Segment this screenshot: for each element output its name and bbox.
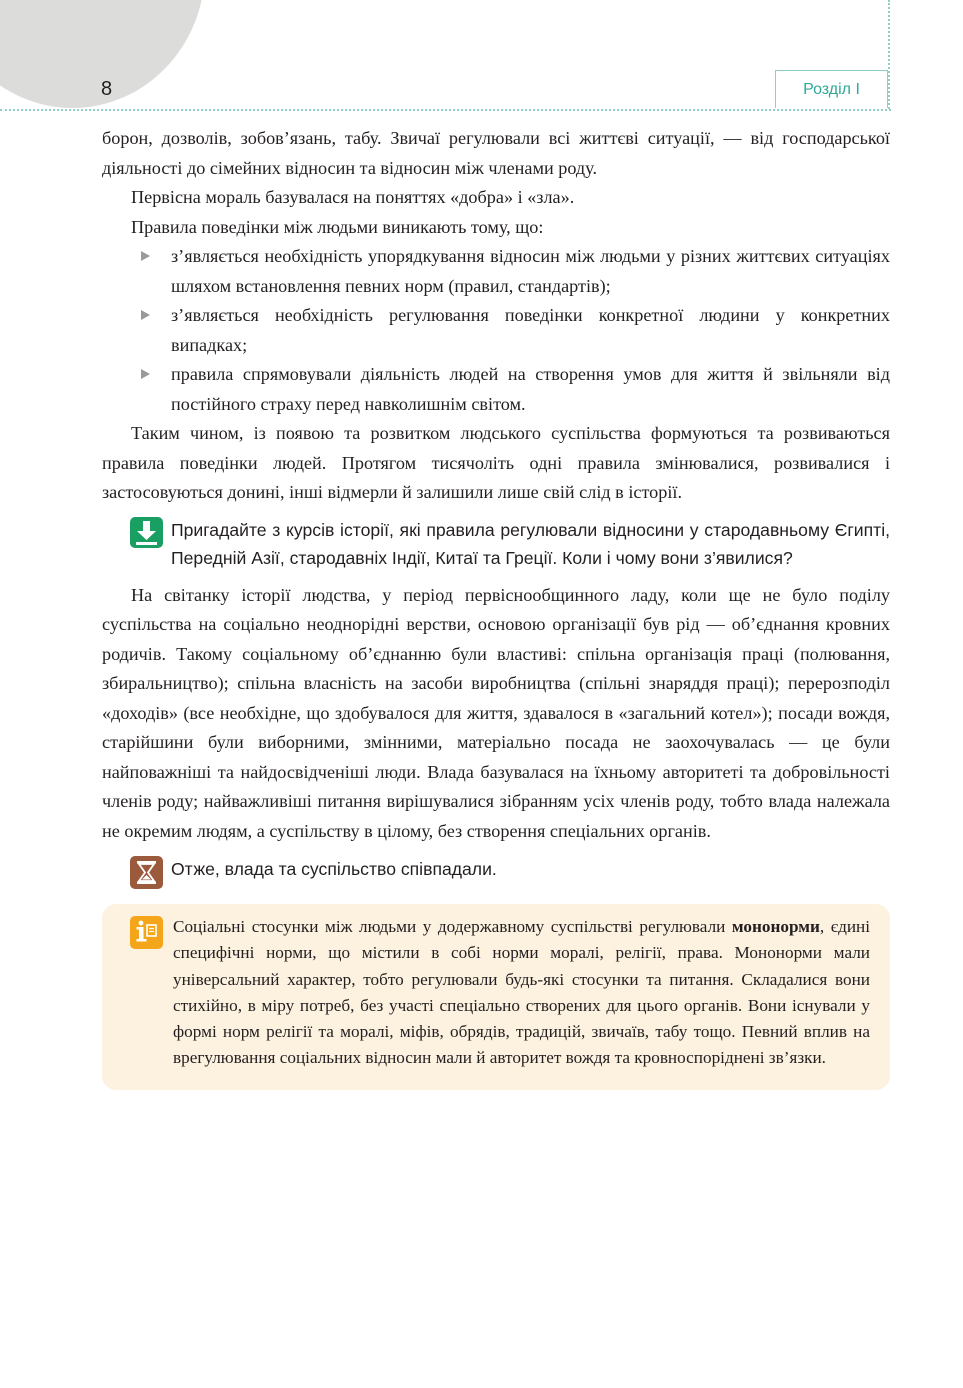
page-number: 8 [101,78,113,100]
list-item [102,360,890,419]
info-term: мононорми [731,917,820,936]
bullet-triangle-icon [141,310,150,320]
hourglass-icon [130,856,163,889]
paragraph-1: борон, дозволів, зобов’язань, табу. Звичаї регулювали всі життєві ситуації, — від господарської діяльності до сімейних відносин та відносин між членами роду. [102,128,890,178]
task-text: Пригадайте з курсів історії, які правила регулювали відносини у стародавньому Єгипті, Передній Азії, стародавніх Індії, Китаї та Греції. Коли і чому вони з’явилися? [171,519,890,568]
info-text-start: Соціальні стосунки між людьми у додержавному суспільстві регулювали [173,917,732,936]
list-item [102,242,890,301]
bullet-triangle-icon [141,251,150,261]
conclusion-text: Отже, влада та суспільство співпадали. [171,859,497,879]
info-icon [130,916,163,949]
paragraph-4: Таким чином, із появою та розвитком людського суспільства формуються та розвиваються правила поведінки людей. Протягом тисячоліть одні правила змінювалися, розвивалися і застосовуються донині, інші відмерли й залишили лише свій слід в історії. [102,423,890,502]
list-item-text: з’являється необхідність упорядкування відносин між людьми у різних життєвих ситуаціях шляхом встановлення певних норм (правил, стандартів); [171,246,890,296]
download-arrow-icon [130,517,163,548]
paragraph-2: Первісна мораль базувалася на поняттях «добра» і «зла». [131,187,575,207]
info-text-end: , єдині специфічні норми, що містили в собі норми моралі, релігії, права. Мононорми мали універсальний характер, тобто регулювали будь-які стосунки та питання. Складалися вони стихійно, в міру потреб, без участі спеціально створених для цього органів. Вони існували у формі норм релігії та моралі, міфів, обрядів, традицій, звичаїв, табу тощо. Певний вплив на врегулювання соціальних відносин мали й авторитет вождя та кровноспоріднені зв’язки. [173,917,871,1068]
info-box [102,904,890,1090]
list-item [102,301,890,360]
bullet-list [102,242,890,419]
conclusion-note [102,854,890,884]
recall-task [102,516,890,573]
list-item-text: з’являється необхідність регулювання поведінки конкретної людини у конкретних випадках; [171,305,890,355]
bullet-triangle-icon [141,369,150,379]
section-label: Розділ І [775,70,888,108]
header-divider-vertical [888,0,890,109]
page-content [102,124,890,1090]
paragraph-5: На світанку історії людства, у період первіснообщинного ладу, коли ще не було поділу суспільства на соціально неоднорідні верстви, основою організації був рід — об’єднання кровних родичів. Такому соціальному об’єднанню були властиві: спільна організація праці (полювання, збиральництво); спільна власність на засоби виробництва (спільні знаряддя праці); перерозподіл «доходів» (все необхідне, що здобувалося для життя, здавалося в «загальний котел»); посади вождя, старійшини були виборними, змінними, матеріально посада не заохочувалась — це були найповажніші та найдосвідченіші люди. Влада базувалася на їхньому авторитеті та добровільності членів роду; найважливіші питання вирішувалися зібранням усіх членів роду, тобто влада належала не окремим людям, а суспільству в цілому, без створення спеціальних органів. [102,584,890,841]
list-item-text: правила спрямовували діяльність людей на створення умов для життя й звільняли від постійного страху перед навколишнім світом. [171,364,890,414]
header-divider [0,109,891,111]
paragraph-3: Правила поведінки між людьми виникають тому, що: [131,216,544,237]
